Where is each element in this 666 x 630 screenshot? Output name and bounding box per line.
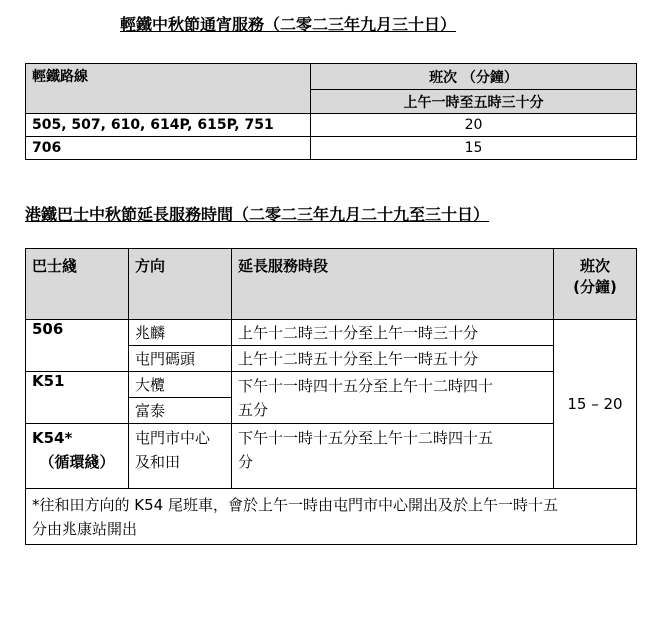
table-row bbox=[26, 114, 637, 137]
light-rail-frequency-header: 班次 （分鐘） bbox=[311, 64, 637, 90]
light-rail-title: 輕鐵中秋節通宵服務（二零二三年九月三十日） bbox=[120, 15, 457, 34]
light-rail-period-header: 上午一時至五時三十分 bbox=[311, 90, 637, 114]
bus-period-cell: 上午十二時三十分至上午一時三十分 bbox=[232, 320, 554, 346]
bus-frequency-header bbox=[554, 249, 637, 320]
bus-title: 港鐵巴士中秋節延長服務時間（二零二三年九月二十九至三十日） bbox=[25, 205, 490, 224]
bus-period-line: 五分 bbox=[238, 401, 269, 419]
bus-period-cell bbox=[232, 372, 554, 424]
bus-period-line: 下午十一時十五分至上午十二時四十五 bbox=[238, 429, 494, 447]
footnote-line: 分由兆康站開出 bbox=[32, 519, 138, 538]
bus-direction-header: 方向 bbox=[129, 249, 232, 320]
light-rail-route-cell: 505, 507, 610, 614P, 615P, 751 bbox=[26, 114, 311, 137]
bus-period-cell: 上午十二時五十分至上午一時五十分 bbox=[232, 346, 554, 372]
bus-route-cell: K51 bbox=[26, 372, 129, 424]
light-rail-table bbox=[25, 63, 637, 160]
bus-direction-cell: 兆麟 bbox=[129, 320, 232, 346]
footnote bbox=[26, 489, 637, 545]
bus-table bbox=[25, 248, 637, 545]
bus-direction-line: 屯門市中心 bbox=[135, 429, 211, 447]
table-row bbox=[26, 372, 637, 398]
bus-direction-cell: 富泰 bbox=[129, 398, 232, 424]
light-rail-frequency-cell: 20 bbox=[311, 114, 637, 137]
footnote-line: *往和田方向的 K54 尾班車，會於上午一時由屯門市中心開出及於上午一時十五 bbox=[32, 495, 558, 514]
bus-route-cell bbox=[26, 424, 129, 489]
bus-period-line: 分 bbox=[238, 453, 254, 471]
table-row bbox=[26, 424, 637, 489]
table-row bbox=[26, 137, 637, 160]
bus-period-line: 下午十一時四十五分至上午十二時四十 bbox=[238, 377, 494, 395]
bus-direction-cell: 大欖 bbox=[129, 372, 232, 398]
light-rail-route-cell: 706 bbox=[26, 137, 311, 160]
bus-route-line: （循環綫） bbox=[39, 453, 115, 471]
table-row bbox=[26, 320, 637, 346]
bus-direction-cell bbox=[129, 424, 232, 489]
light-rail-route-header: 輕鐵路線 bbox=[26, 64, 311, 114]
footnote-row bbox=[26, 489, 637, 545]
bus-direction-line: 及和田 bbox=[135, 453, 181, 471]
bus-period-header: 延長服務時段 bbox=[232, 249, 554, 320]
bus-period-cell bbox=[232, 424, 554, 489]
bus-frequency-cell: 15 – 20 bbox=[554, 320, 637, 489]
bus-direction-cell: 屯門碼頭 bbox=[129, 346, 232, 372]
light-rail-frequency-cell: 15 bbox=[311, 137, 637, 160]
bus-route-line: K54* bbox=[32, 429, 73, 447]
bus-route-cell: 506 bbox=[26, 320, 129, 372]
bus-frequency-header-line1: 班次 bbox=[579, 257, 610, 275]
bus-frequency-header-line2: (分鐘) bbox=[573, 278, 617, 296]
bus-route-header: 巴士綫 bbox=[26, 249, 129, 320]
